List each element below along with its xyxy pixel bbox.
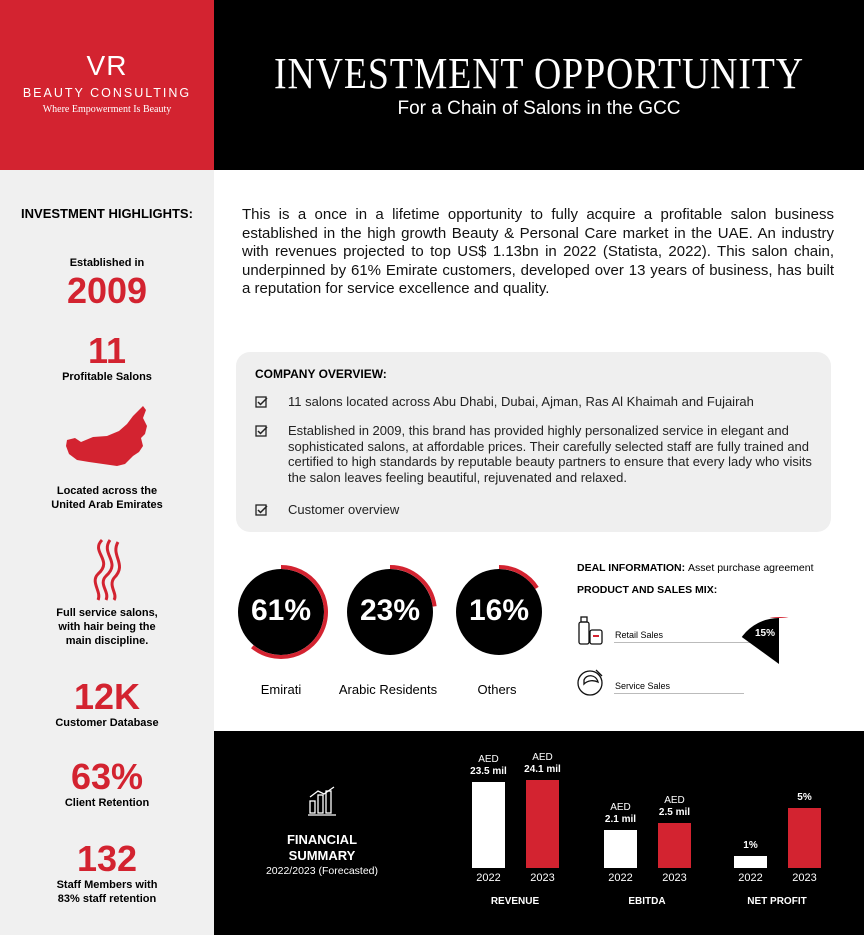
established-value: 2009 — [66, 270, 148, 311]
financial-bar — [604, 830, 637, 868]
donut-value: 16% — [468, 594, 530, 627]
brand-tagline: Where Empowerment Is Beauty — [42, 104, 172, 115]
overview-item-text: Customer overview — [288, 502, 400, 517]
overview-item-text: 11 salons located across Abu Dhabi, Dubai, Ajman, Ras Al Khaimah and Fujairah — [288, 394, 754, 409]
sales-mix-pie — [732, 617, 826, 711]
overview-item-text: Established in 2009, this brand has provided highly personalized service in elegant and sophisticated salons, at affordable prices. Their carefully selected staff are fully trained and certified to high standards by reputable beauty partners to ensure that every lady who visits the salon leaves feeling beautiful, rejuvenated and relaxed. — [288, 423, 812, 485]
retention-value: 63% — [70, 756, 144, 797]
salon-service-icon — [576, 668, 606, 698]
header-banner — [214, 0, 864, 170]
company-overview-card — [236, 352, 831, 532]
salons-value: 11 — [87, 330, 127, 371]
service-leader-line — [614, 693, 744, 694]
bar-value-label — [775, 792, 835, 804]
overview-title: COMPANY OVERVIEW: — [255, 367, 387, 381]
page-subtitle: For a Chain of Salons in the GCC — [397, 98, 681, 119]
overview-item — [255, 423, 813, 485]
financial-bar — [788, 808, 821, 868]
bar-year-label: 2023 — [662, 872, 687, 884]
bar-year-label: 2022 — [608, 872, 633, 884]
bar-group-label: NET PROFIT — [747, 896, 807, 907]
service-label-line1: Full service salons, — [56, 607, 158, 619]
pie-slice-service — [733, 617, 825, 618]
retail-products-icon — [576, 614, 606, 648]
bar-group-label: EBITDA — [628, 896, 666, 907]
staff-value: 132 — [76, 838, 138, 879]
bar-currency-label: AED — [664, 794, 685, 806]
service-label-line2: with hair being the — [58, 621, 156, 633]
checkbox-icon — [255, 504, 268, 517]
salons-label: Profitable Salons — [62, 371, 152, 383]
bar-value-label — [459, 754, 519, 778]
bar-year-label: 2023 — [792, 872, 817, 884]
retail-sales-label: Retail Sales — [615, 630, 664, 640]
highlights-sidebar — [0, 170, 214, 935]
deal-value: Asset purchase agreement — [688, 562, 814, 574]
bar-value: 2.5 mil — [658, 806, 691, 818]
pie-service-pct: 85% — [752, 679, 773, 690]
uae-map-icon — [63, 404, 153, 468]
bar-year-label: 2022 — [476, 872, 501, 884]
bar-value-label — [645, 795, 705, 819]
bar-value: 1% — [743, 840, 758, 851]
established-label: Established in — [69, 257, 145, 269]
checkbox-icon — [255, 396, 268, 409]
emirati-donut — [233, 564, 329, 660]
deal-label: DEAL INFORMATION: — [577, 562, 686, 574]
bar-year-label: 2023 — [530, 872, 555, 884]
donut-value: 61% — [250, 594, 312, 627]
financial-title: FINANCIAL SUMMARY — [286, 832, 358, 863]
donut-value: 23% — [359, 594, 421, 627]
financial-bar — [658, 823, 691, 868]
brand-name: BEAUTY CONSULTING — [22, 86, 192, 100]
bar-value-label — [591, 802, 651, 826]
financial-bar — [472, 782, 505, 868]
bar-value: 5% — [797, 792, 812, 803]
bar-year-label: 2022 — [738, 872, 763, 884]
financial-summary-panel — [214, 731, 864, 935]
bar-currency-label: AED — [478, 754, 499, 766]
bar-value: 23.5 mil — [470, 766, 507, 778]
service-sales-label: Service Sales — [615, 681, 671, 691]
financial-chart-icon — [304, 785, 340, 819]
pie-slice-retail — [742, 618, 779, 664]
financial-bar — [526, 780, 559, 868]
staff-label-line1: Staff Members with — [56, 879, 158, 891]
pie-retail-pct: 15% — [755, 628, 776, 639]
donut-label-emirati: Emirati — [260, 682, 302, 697]
bar-currency-label: AED — [610, 801, 631, 813]
arabic-residents-donut — [342, 564, 438, 660]
intro-paragraph: This is a once in a lifetime opportunity to fully acquire a profitable salon business established in the high growth Beauty & Personal Care market in the UAE. An industry with revenues projected to top US$ 1.13bn in 2022 (Statista, 2022). This salon chain, underpinned by 61% Emirate customers, developed over 13 years of business, has built a reputation for service excellence and quality. — [242, 206, 834, 297]
highlights-heading: INVESTMENT HIGHLIGHTS: — [21, 206, 193, 221]
location-label-line2: United Arab Emirates — [51, 499, 163, 511]
overview-item — [255, 502, 813, 518]
others-donut — [451, 564, 547, 660]
sales-mix-title: PRODUCT AND SALES MIX: — [577, 584, 718, 596]
location-label-line1: Located across the — [56, 485, 158, 497]
donut-label-others: Others — [477, 682, 517, 697]
donut-label-arabic-residents: Arabic Residents — [338, 682, 438, 697]
bar-value: 24.1 mil — [524, 764, 561, 775]
bar-currency-label: AED — [532, 752, 553, 763]
deal-information — [577, 562, 814, 574]
bar-value-label — [721, 840, 781, 852]
checkbox-icon — [255, 425, 268, 438]
brand-logo: VR — [86, 50, 128, 81]
brand-panel — [0, 0, 214, 170]
customers-label: Customer Database — [55, 717, 159, 729]
bar-value: 2.1 mil — [604, 813, 637, 825]
page-title: INVESTMENT OPPORTUNITY — [274, 49, 804, 98]
staff-label-line2: 83% staff retention — [57, 893, 157, 905]
hair-strands-icon — [88, 538, 128, 602]
service-label-line3: main discipline. — [65, 635, 149, 647]
bar-group-label: REVENUE — [490, 896, 540, 907]
retention-label: Client Retention — [64, 797, 150, 809]
financial-subtitle: 2022/2023 (Forecasted) — [265, 865, 379, 877]
financial-bar — [734, 856, 767, 868]
overview-item — [255, 394, 813, 410]
bar-value-label — [513, 752, 573, 776]
customers-value: 12K — [73, 676, 141, 717]
